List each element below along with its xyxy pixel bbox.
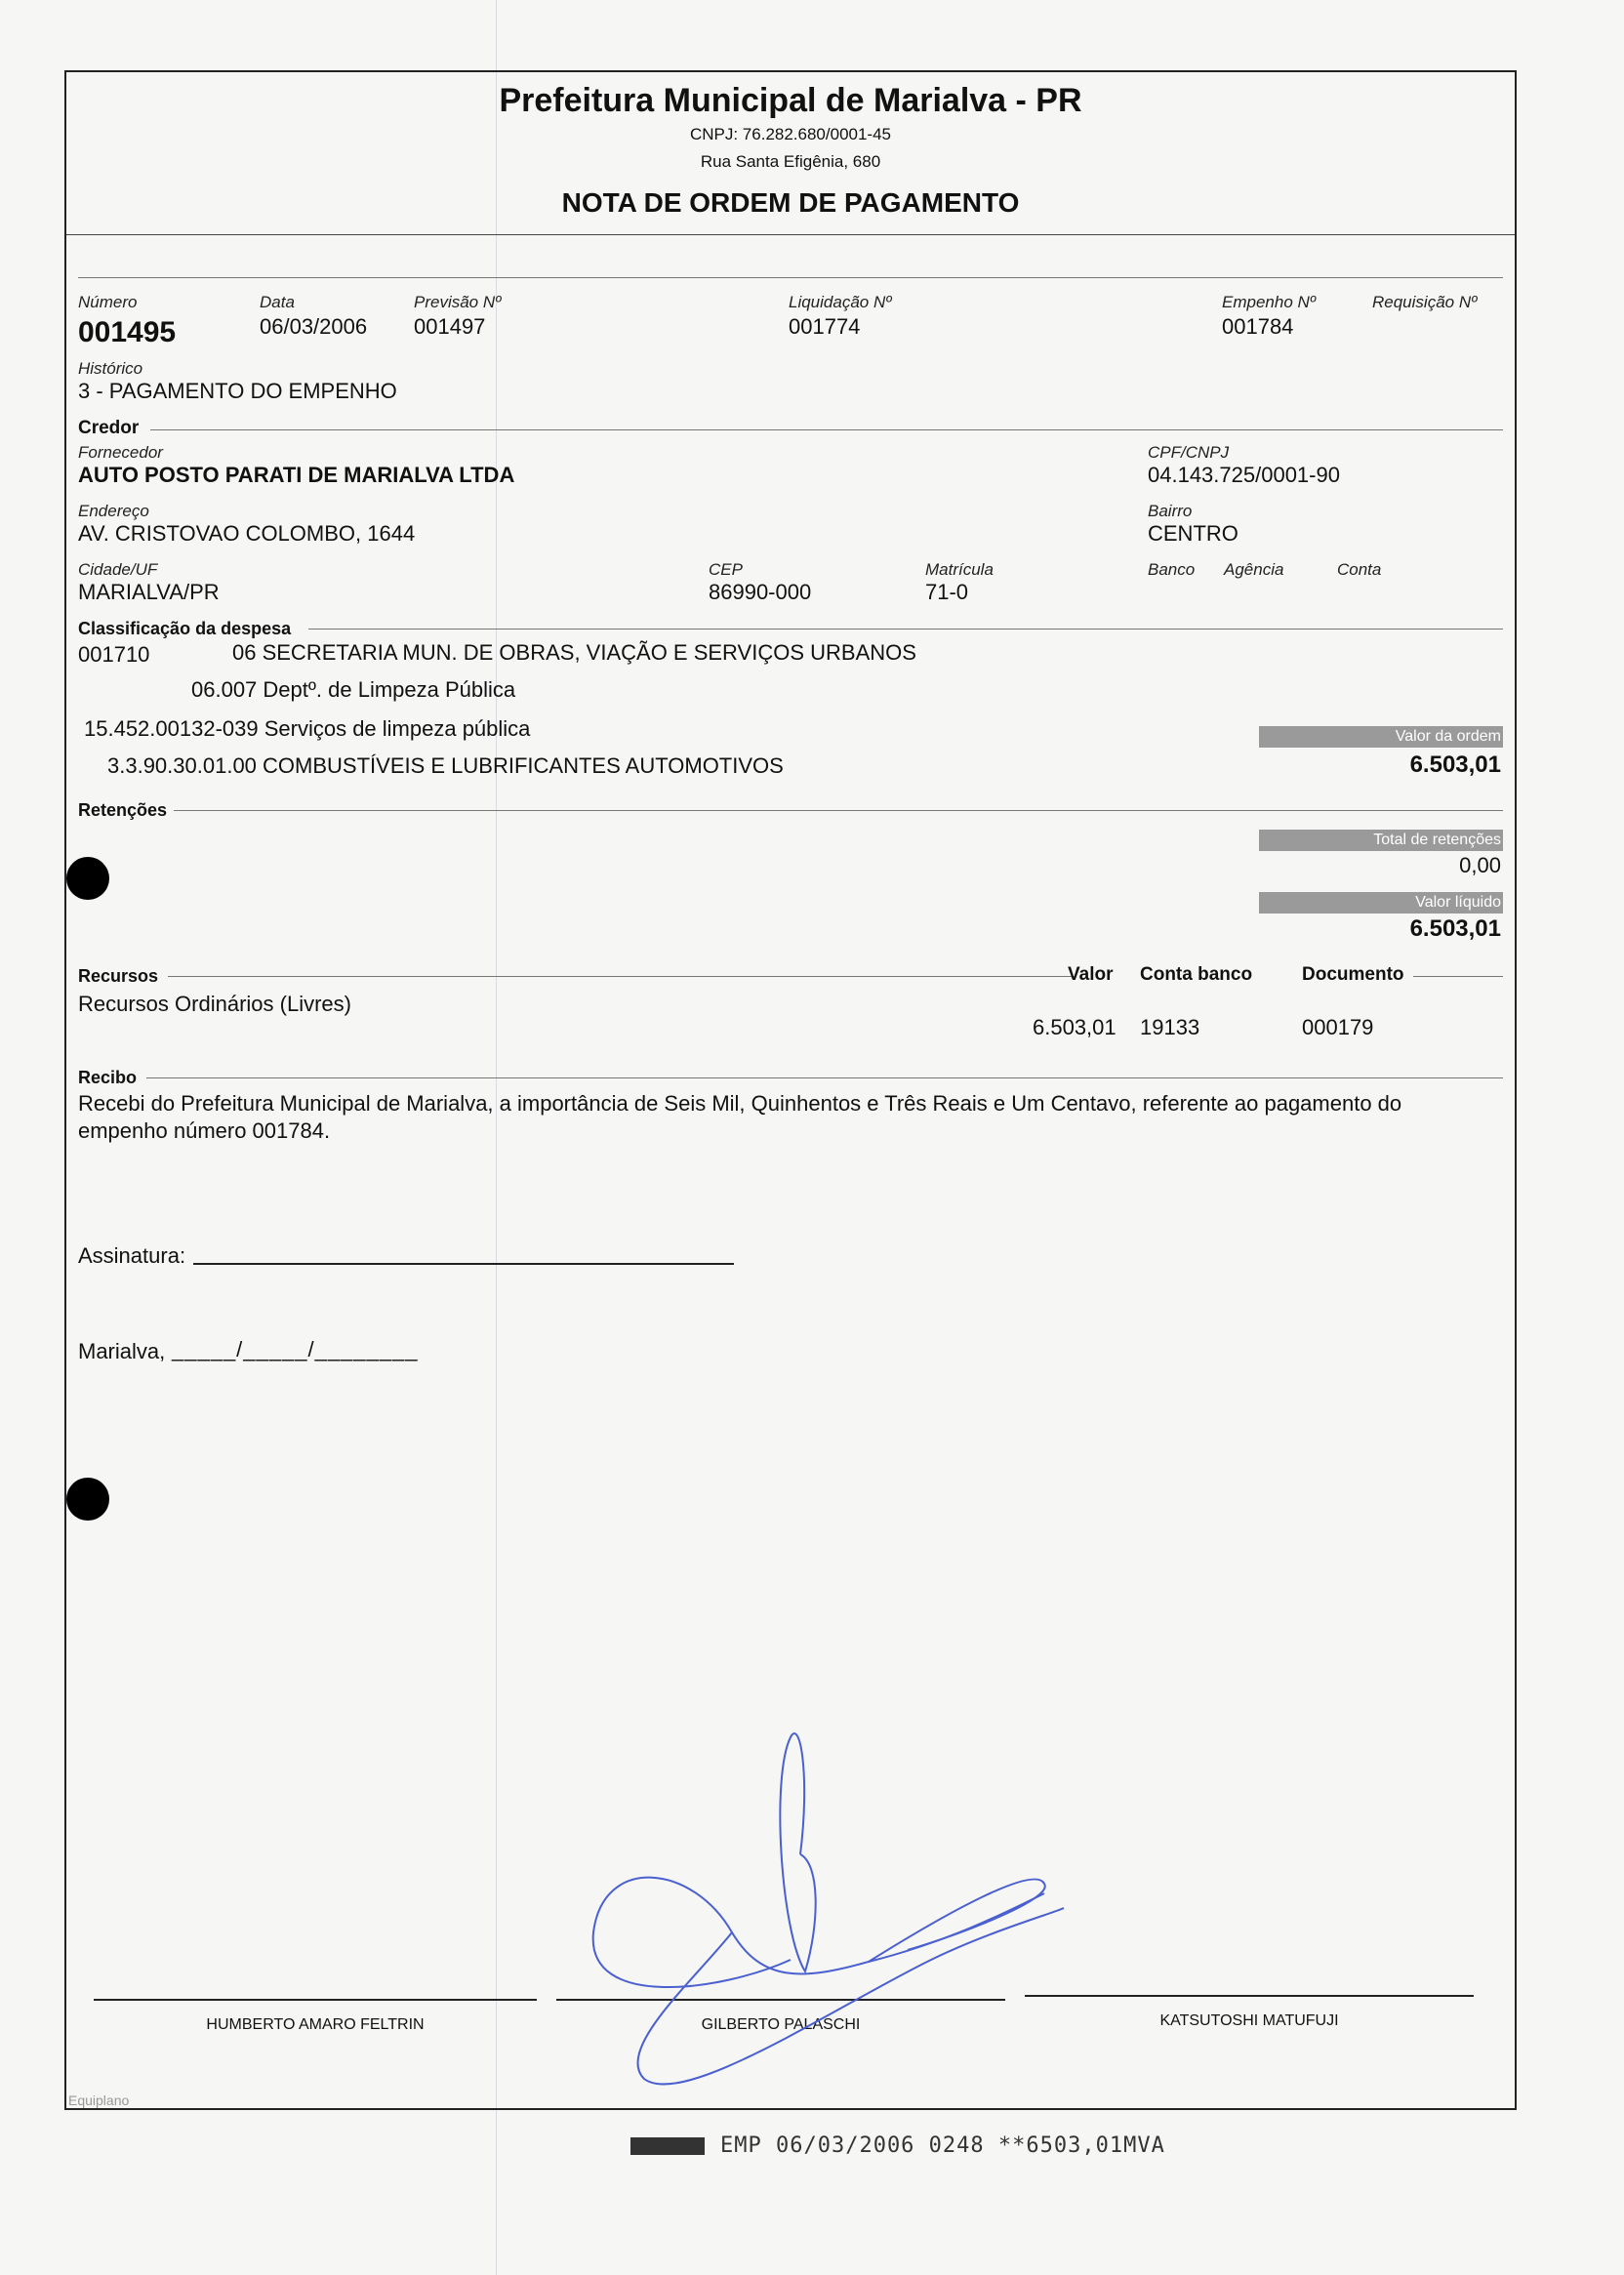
cidade-value: MARIALVA/PR	[78, 580, 220, 604]
fornecedor-value: AUTO POSTO PARATI DE MARIALVA LTDA	[78, 463, 515, 487]
handwritten-signature	[576, 1718, 1103, 2108]
classificacao-line2: 06.007 Deptº. de Limpeza Pública	[191, 677, 516, 702]
liquidacao-label: Liquidação Nº	[789, 293, 892, 311]
recursos-conta-label: Conta banco	[1140, 964, 1253, 985]
cpf-label: CPF/CNPJ	[1148, 443, 1230, 462]
data-value: 06/03/2006	[260, 314, 368, 339]
stamp-logo-icon	[630, 2137, 705, 2155]
assinatura-line	[193, 1263, 734, 1265]
classificacao-line4: 3.3.90.30.01.00 COMBUSTÍVEIS E LUBRIFICANTES AUTOMOTIVOS	[107, 753, 784, 778]
recursos-conta: 19133	[1140, 1015, 1200, 1039]
date-blanks: _____/_____/________	[172, 1337, 419, 1361]
recibo-rule	[146, 1077, 1503, 1078]
recibo-section: Recibo	[78, 1068, 138, 1087]
previsao-label: Previsão Nº	[414, 293, 502, 311]
liquidacao-value: 001774	[789, 314, 861, 339]
signature-name-3: KATSUTOSHI MATUFUJI	[1159, 2012, 1339, 2029]
punch-hole-1	[66, 857, 109, 900]
classificacao-rule	[308, 629, 1503, 630]
recibo-text-2: empenho número 001784.	[78, 1118, 331, 1143]
doc-title: NOTA DE ORDEM DE PAGAMENTO	[561, 187, 1020, 218]
matricula-label: Matrícula	[925, 560, 994, 579]
data-label: Data	[260, 293, 295, 311]
requisicao-label: Requisição Nº	[1372, 293, 1478, 311]
software-label: Equiplano	[68, 2092, 130, 2108]
stamp-text: EMP 06/03/2006 0248 **6503,01MVA	[720, 2133, 1165, 2158]
cidade-label: Cidade/UF	[78, 560, 158, 579]
historico-value: 3 - PAGAMENTO DO EMPENHO	[78, 379, 397, 403]
recursos-item: Recursos Ordinários (Livres)	[78, 992, 351, 1016]
classificacao-line1: 06 SECRETARIA MUN. DE OBRAS, VIAÇÃO E SERVIÇOS URBANOS	[232, 640, 916, 665]
banco-label: Banco	[1148, 560, 1196, 579]
assinatura-label: Assinatura:	[78, 1243, 186, 1268]
valor-ordem-label: Valor da ordem	[1259, 726, 1503, 748]
top-rule	[78, 277, 1503, 278]
mechanical-stamp	[630, 2133, 1165, 2158]
classificacao-code: 001710	[78, 642, 150, 667]
recursos-documento: 000179	[1302, 1015, 1374, 1039]
bairro-value: CENTRO	[1148, 521, 1238, 546]
numero-value: 001495	[78, 316, 177, 348]
matricula-value: 71-0	[925, 580, 969, 604]
conta-label: Conta	[1337, 560, 1382, 579]
recursos-rule	[168, 976, 1076, 977]
empenho-label: Empenho Nº	[1222, 293, 1316, 311]
signature-line-1	[94, 1999, 537, 2001]
fornecedor-label: Fornecedor	[78, 443, 163, 462]
header-address: Rua Santa Efigênia, 680	[700, 152, 881, 171]
valor-liquido-value: 6.503,01	[1409, 915, 1501, 942]
credor-rule	[150, 429, 1503, 430]
historico-label: Histórico	[78, 359, 143, 378]
agencia-label: Agência	[1224, 560, 1284, 579]
valor-ordem-value: 6.503,01	[1409, 752, 1501, 778]
numero-label: Número	[78, 293, 138, 311]
punch-hole-2	[66, 1478, 109, 1521]
cpf-value: 04.143.725/0001-90	[1148, 463, 1340, 487]
valor-liquido-label: Valor líquido	[1259, 892, 1503, 914]
signature-name-2: GILBERTO PALASCHI	[701, 2016, 861, 2033]
header-divider	[66, 234, 1515, 235]
recursos-section: Recursos	[78, 966, 159, 986]
header-title: Prefeitura Municipal de Marialva - PR	[499, 82, 1082, 119]
documento-rule	[1413, 976, 1503, 977]
empenho-value: 001784	[1222, 314, 1294, 339]
retencoes-section: Retenções	[78, 800, 168, 820]
signature-name-1: HUMBERTO AMARO FELTRIN	[206, 2016, 425, 2033]
endereco-label: Endereço	[78, 502, 149, 520]
recursos-valor: 6.503,01	[1033, 1015, 1116, 1039]
bairro-label: Bairro	[1148, 502, 1193, 520]
cep-value: 86990-000	[709, 580, 812, 604]
total-retencoes-value: 0,00	[1459, 853, 1501, 877]
retencoes-rule	[174, 810, 1503, 811]
recursos-valor-label: Valor	[1068, 964, 1114, 985]
classificacao-section: Classificação da despesa	[78, 619, 292, 638]
recursos-documento-label: Documento	[1302, 964, 1404, 985]
local-label: Marialva,	[78, 1339, 166, 1363]
total-retencoes-label: Total de retenções	[1259, 830, 1503, 851]
classificacao-line3: 15.452.00132-039 Serviços de limpeza pública	[84, 716, 531, 741]
credor-section: Credor	[78, 418, 140, 438]
cep-label: CEP	[709, 560, 743, 579]
recibo-text-1: Recebi do Prefeitura Municipal de Marialva, a importância de Seis Mil, Quinhentos e Três Reais e Um Centavo, referente ao pagamento do	[78, 1091, 1402, 1116]
header-cnpj: CNPJ: 76.282.680/0001-45	[689, 125, 892, 143]
previsao-value: 001497	[414, 314, 486, 339]
endereco-value: AV. CRISTOVAO COLOMBO, 1644	[78, 521, 416, 546]
